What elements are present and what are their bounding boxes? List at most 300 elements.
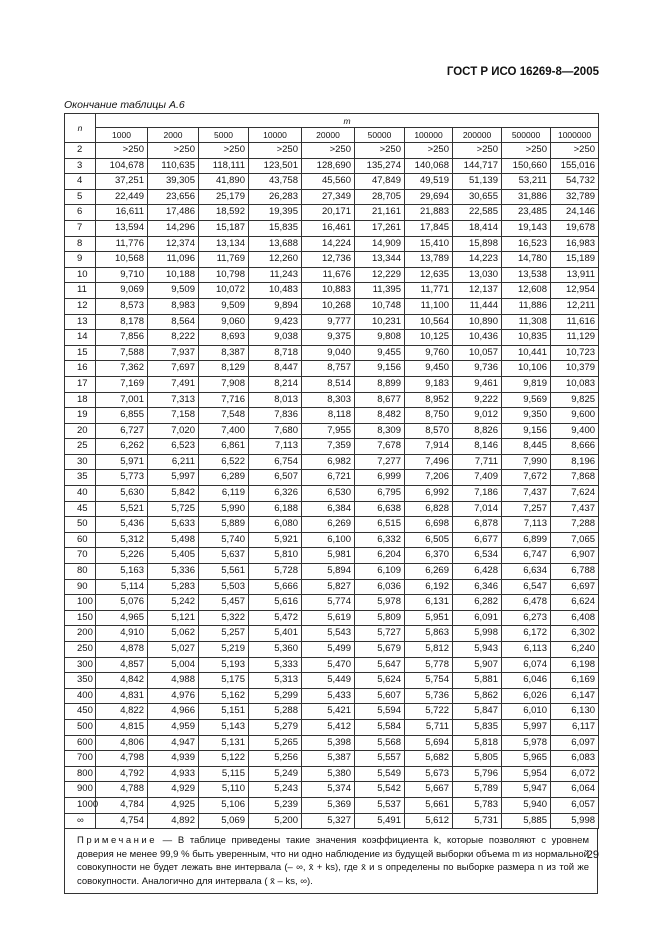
value-cell: 10,379 (551, 361, 599, 377)
value-cell: 6,754 (249, 454, 302, 470)
row-n-cell: 9 (65, 252, 96, 268)
value-cell: 4,788 (96, 782, 148, 798)
table-row (65, 392, 599, 408)
value-cell: 5,470 (302, 657, 355, 673)
value-cell: 8,514 (302, 376, 355, 392)
row-n-cell: 500 (65, 719, 96, 735)
value-cell: 8,693 (199, 330, 249, 346)
row-n-cell: 350 (65, 673, 96, 689)
value-cell: 7,711 (453, 454, 502, 470)
value-cell: 5,998 (453, 626, 502, 642)
value-cell: 6,091 (453, 610, 502, 626)
value-cell: 6,677 (453, 532, 502, 548)
value-cell: 8,899 (355, 376, 405, 392)
value-cell: 155,016 (551, 158, 599, 174)
row-n-cell: 40 (65, 486, 96, 502)
value-cell: 5,827 (302, 579, 355, 595)
value-cell: 14,223 (453, 252, 502, 268)
table-row (65, 751, 599, 767)
value-cell: 4,806 (96, 735, 148, 751)
row-n-cell: 400 (65, 688, 96, 704)
value-cell: 7,437 (551, 501, 599, 517)
value-cell: 9,038 (249, 330, 302, 346)
table-caption: Окончание таблицы А.6 (64, 99, 185, 111)
value-cell: 7,257 (502, 501, 551, 517)
column-header-m-200000: 200000 (453, 128, 502, 143)
value-cell: 11,096 (148, 252, 199, 268)
value-cell: 13,911 (551, 267, 599, 283)
value-cell: 5,812 (405, 642, 453, 658)
value-cell: 9,819 (502, 376, 551, 392)
value-cell: 5,279 (249, 719, 302, 735)
value-cell: 4,966 (148, 704, 199, 720)
m-column-group-header: m (96, 114, 599, 128)
value-cell: 6,057 (551, 797, 599, 813)
value-cell: 5,143 (199, 719, 249, 735)
value-cell: 11,676 (302, 267, 355, 283)
table-row (65, 486, 599, 502)
value-cell: 5,889 (199, 517, 249, 533)
value-cell: 16,983 (551, 236, 599, 252)
value-cell: 8,677 (355, 392, 405, 408)
value-cell: 4,988 (148, 673, 199, 689)
value-cell: 4,798 (96, 751, 148, 767)
value-cell: 5,907 (453, 657, 502, 673)
value-cell: 5,774 (302, 595, 355, 611)
value-cell: 5,954 (502, 766, 551, 782)
value-cell: 5,436 (96, 517, 148, 533)
value-cell: 8,570 (405, 423, 453, 439)
value-cell: 6,332 (355, 532, 405, 548)
value-cell: 5,336 (148, 564, 199, 580)
value-cell: 22,449 (96, 189, 148, 205)
value-cell: 4,910 (96, 626, 148, 642)
value-cell: 10,483 (249, 283, 302, 299)
value-cell: 5,783 (453, 797, 502, 813)
value-cell: 8,146 (453, 439, 502, 455)
value-cell: 18,592 (199, 205, 249, 221)
value-cell: 6,907 (551, 548, 599, 564)
value-cell: 6,982 (302, 454, 355, 470)
row-n-cell: 70 (65, 548, 96, 564)
table-row (65, 532, 599, 548)
value-cell: 6,999 (355, 470, 405, 486)
value-cell: 5,557 (355, 751, 405, 767)
row-n-cell: 450 (65, 704, 96, 720)
value-cell: >250 (355, 143, 405, 159)
value-cell: 9,736 (453, 361, 502, 377)
table-row (65, 470, 599, 486)
value-cell: 10,835 (502, 330, 551, 346)
value-cell: 5,647 (355, 657, 405, 673)
value-cell: 7,001 (96, 392, 148, 408)
column-header-m-20000: 20000 (302, 128, 355, 143)
table-row (65, 220, 599, 236)
value-cell: 51,139 (453, 174, 502, 190)
value-cell: 5,711 (405, 719, 453, 735)
value-cell: 6,036 (355, 579, 405, 595)
row-n-cell: 80 (65, 564, 96, 580)
value-cell: 5,151 (199, 704, 249, 720)
value-cell: 5,543 (302, 626, 355, 642)
column-header-m-2000: 2000 (148, 128, 199, 143)
value-cell: 6,522 (199, 454, 249, 470)
value-cell: 10,564 (405, 314, 453, 330)
value-cell: 9,012 (453, 408, 502, 424)
table-row (65, 657, 599, 673)
value-cell: 4,959 (148, 719, 199, 735)
value-cell: 23,656 (148, 189, 199, 205)
value-cell: 4,939 (148, 751, 199, 767)
value-cell: 13,538 (502, 267, 551, 283)
value-cell: 5,722 (405, 704, 453, 720)
value-cell: 5,694 (405, 735, 453, 751)
value-cell: 8,983 (148, 298, 199, 314)
value-cell: 5,728 (249, 564, 302, 580)
value-cell: 5,990 (199, 501, 249, 517)
value-cell: 15,187 (199, 220, 249, 236)
value-cell: 5,499 (302, 642, 355, 658)
value-cell: 140,068 (405, 158, 453, 174)
value-cell: 10,057 (453, 345, 502, 361)
value-cell: 6,130 (551, 704, 599, 720)
value-cell: 8,129 (199, 361, 249, 377)
value-cell: 6,204 (355, 548, 405, 564)
value-cell: 7,313 (148, 392, 199, 408)
value-cell: 11,308 (502, 314, 551, 330)
value-cell: 20,171 (302, 205, 355, 221)
value-cell: 7,409 (453, 470, 502, 486)
column-header-m-500000: 500000 (502, 128, 551, 143)
value-cell: 150,660 (502, 158, 551, 174)
value-cell: 5,682 (405, 751, 453, 767)
value-cell: 9,060 (199, 314, 249, 330)
value-cell: 7,624 (551, 486, 599, 502)
value-cell: 8,303 (302, 392, 355, 408)
value-cell: 11,395 (355, 283, 405, 299)
value-cell: 5,619 (302, 610, 355, 626)
row-n-cell: 700 (65, 751, 96, 767)
value-cell: 5,789 (453, 782, 502, 798)
value-cell: 10,125 (405, 330, 453, 346)
row-n-cell: ∞ (65, 813, 96, 829)
value-cell: 7,437 (502, 486, 551, 502)
value-cell: 5,998 (551, 813, 599, 829)
value-cell: 5,322 (199, 610, 249, 626)
row-n-cell: 6 (65, 205, 96, 221)
value-cell: 6,788 (551, 564, 599, 580)
value-cell: 17,845 (405, 220, 453, 236)
value-cell: 5,106 (199, 797, 249, 813)
row-n-cell: 17 (65, 376, 96, 392)
value-cell: 7,990 (502, 454, 551, 470)
value-cell: 6,507 (249, 470, 302, 486)
table-row (65, 782, 599, 798)
value-cell: 37,251 (96, 174, 148, 190)
table-row (65, 766, 599, 782)
value-cell: 41,890 (199, 174, 249, 190)
value-cell: 7,680 (249, 423, 302, 439)
column-header-m-100000: 100000 (405, 128, 453, 143)
value-cell: 5,249 (249, 766, 302, 782)
value-cell: 7,277 (355, 454, 405, 470)
table-note (64, 829, 598, 894)
row-n-cell: 600 (65, 735, 96, 751)
value-cell: 7,697 (148, 361, 199, 377)
value-cell: 5,243 (249, 782, 302, 798)
value-cell: 5,412 (302, 719, 355, 735)
value-cell: 12,736 (302, 252, 355, 268)
value-cell: 6,828 (405, 501, 453, 517)
value-cell: 5,498 (148, 532, 199, 548)
value-cell: 30,655 (453, 189, 502, 205)
value-cell: 5,257 (199, 626, 249, 642)
value-cell: 5,265 (249, 735, 302, 751)
value-cell: 10,106 (502, 361, 551, 377)
value-cell: 5,842 (148, 486, 199, 502)
value-cell: 19,678 (551, 220, 599, 236)
row-n-cell: 100 (65, 595, 96, 611)
value-cell: 8,222 (148, 330, 199, 346)
value-cell: 39,305 (148, 174, 199, 190)
value-cell: 10,568 (96, 252, 148, 268)
value-cell: 7,672 (502, 470, 551, 486)
value-cell: 6,172 (502, 626, 551, 642)
value-cell: 12,137 (453, 283, 502, 299)
value-cell: 5,612 (405, 813, 453, 829)
value-cell: >250 (453, 143, 502, 159)
value-cell: 4,878 (96, 642, 148, 658)
value-cell: 7,588 (96, 345, 148, 361)
value-cell: 12,954 (551, 283, 599, 299)
value-cell: 7,496 (405, 454, 453, 470)
value-cell: 9,040 (302, 345, 355, 361)
coefficient-table (64, 113, 599, 829)
value-cell: 5,607 (355, 688, 405, 704)
value-cell: 6,113 (502, 642, 551, 658)
value-cell: 11,100 (405, 298, 453, 314)
value-cell: 8,118 (302, 408, 355, 424)
value-cell: 5,947 (502, 782, 551, 798)
value-cell: 14,224 (302, 236, 355, 252)
table-row (65, 267, 599, 283)
table-row (65, 626, 599, 642)
value-cell: 7,400 (199, 423, 249, 439)
value-cell: 118,111 (199, 158, 249, 174)
value-cell: 9,808 (355, 330, 405, 346)
value-cell: 5,405 (148, 548, 199, 564)
value-cell: 4,822 (96, 704, 148, 720)
row-n-cell: 90 (65, 579, 96, 595)
value-cell: 5,256 (249, 751, 302, 767)
row-n-cell: 10 (65, 267, 96, 283)
value-cell: 6,747 (502, 548, 551, 564)
value-cell: 9,069 (96, 283, 148, 299)
value-cell: 6,992 (405, 486, 453, 502)
value-cell: 49,519 (405, 174, 453, 190)
value-cell: 11,616 (551, 314, 599, 330)
value-cell: 6,169 (551, 673, 599, 689)
value-cell: 4,965 (96, 610, 148, 626)
table-row (65, 688, 599, 704)
value-cell: 5,313 (249, 673, 302, 689)
value-cell: 5,369 (302, 797, 355, 813)
value-cell: 6,384 (302, 501, 355, 517)
value-cell: 7,836 (249, 408, 302, 424)
value-cell: 5,387 (302, 751, 355, 767)
value-cell: 5,835 (453, 719, 502, 735)
value-cell: 5,312 (96, 532, 148, 548)
value-cell: 8,387 (199, 345, 249, 361)
value-cell: 6,072 (551, 766, 599, 782)
value-cell: 5,731 (453, 813, 502, 829)
value-cell: 10,188 (148, 267, 199, 283)
value-cell: 128,690 (302, 158, 355, 174)
row-n-cell: 13 (65, 314, 96, 330)
value-cell: 5,175 (199, 673, 249, 689)
value-cell: 11,129 (551, 330, 599, 346)
value-cell: 14,780 (502, 252, 551, 268)
value-cell: 6,269 (405, 564, 453, 580)
value-cell: 15,410 (405, 236, 453, 252)
row-n-cell: 60 (65, 532, 96, 548)
value-cell: 9,509 (148, 283, 199, 299)
value-cell: 5,421 (302, 704, 355, 720)
table-row (65, 719, 599, 735)
table-row (65, 330, 599, 346)
row-n-cell: 1000 (65, 797, 96, 813)
value-cell: 6,530 (302, 486, 355, 502)
value-cell: 8,309 (355, 423, 405, 439)
value-cell: 11,769 (199, 252, 249, 268)
value-cell: 6,010 (502, 704, 551, 720)
value-cell: 14,909 (355, 236, 405, 252)
value-cell: 9,777 (302, 314, 355, 330)
value-cell: 13,789 (405, 252, 453, 268)
value-cell: >250 (302, 143, 355, 159)
value-cell: 5,380 (302, 766, 355, 782)
value-cell: 4,947 (148, 735, 199, 751)
value-cell: 47,849 (355, 174, 405, 190)
row-n-cell: 35 (65, 470, 96, 486)
value-cell: 5,594 (355, 704, 405, 720)
value-cell: 16,611 (96, 205, 148, 221)
value-cell: 4,784 (96, 797, 148, 813)
value-cell: 17,261 (355, 220, 405, 236)
value-cell: 9,350 (502, 408, 551, 424)
value-cell: 6,147 (551, 688, 599, 704)
value-cell: 7,288 (551, 517, 599, 533)
value-cell: 6,326 (249, 486, 302, 502)
row-n-cell: 8 (65, 236, 96, 252)
value-cell: 13,030 (453, 267, 502, 283)
value-cell: 5,971 (96, 454, 148, 470)
value-cell: 5,239 (249, 797, 302, 813)
value-cell: 5,616 (249, 595, 302, 611)
value-cell: 6,861 (199, 439, 249, 455)
value-cell: 6,074 (502, 657, 551, 673)
value-cell: 5,943 (453, 642, 502, 658)
value-cell: 9,569 (502, 392, 551, 408)
value-cell: 144,717 (453, 158, 502, 174)
row-n-cell: 5 (65, 189, 96, 205)
value-cell: 6,727 (96, 423, 148, 439)
value-cell: 5,163 (96, 564, 148, 580)
value-cell: 5,818 (453, 735, 502, 751)
value-cell: 7,113 (502, 517, 551, 533)
table-row (65, 143, 599, 159)
row-n-cell: 300 (65, 657, 96, 673)
table-row (65, 314, 599, 330)
value-cell: 6,698 (405, 517, 453, 533)
note-prefix: Примечание (77, 835, 157, 847)
value-cell: 6,697 (551, 579, 599, 595)
row-n-cell: 250 (65, 642, 96, 658)
value-cell: 12,374 (148, 236, 199, 252)
value-cell: 5,773 (96, 470, 148, 486)
value-cell: 8,445 (502, 439, 551, 455)
value-cell: 25,179 (199, 189, 249, 205)
value-cell: 6,097 (551, 735, 599, 751)
value-cell: 5,027 (148, 642, 199, 658)
value-cell: 5,283 (148, 579, 199, 595)
value-cell: 6,282 (453, 595, 502, 611)
value-cell: 15,898 (453, 236, 502, 252)
value-cell: 6,119 (199, 486, 249, 502)
value-cell: 5,110 (199, 782, 249, 798)
value-cell: 5,200 (249, 813, 302, 829)
value-cell: 7,158 (148, 408, 199, 424)
value-cell: 31,886 (502, 189, 551, 205)
value-cell: 7,359 (302, 439, 355, 455)
row-n-cell: 200 (65, 626, 96, 642)
value-cell: 14,296 (148, 220, 199, 236)
table-row (65, 252, 599, 268)
row-n-cell: 4 (65, 174, 96, 190)
value-cell: 7,914 (405, 439, 453, 455)
table-row (65, 797, 599, 813)
value-cell: 9,461 (453, 376, 502, 392)
value-cell: 5,847 (453, 704, 502, 720)
table-row (65, 610, 599, 626)
value-cell: 6,534 (453, 548, 502, 564)
value-cell: 5,457 (199, 595, 249, 611)
table-row (65, 361, 599, 377)
value-cell: 5,327 (302, 813, 355, 829)
value-cell: 8,196 (551, 454, 599, 470)
value-cell: 5,193 (199, 657, 249, 673)
value-cell: 10,436 (453, 330, 502, 346)
value-cell: 5,978 (355, 595, 405, 611)
value-cell: 6,408 (551, 610, 599, 626)
value-cell: 13,594 (96, 220, 148, 236)
value-cell: 5,288 (249, 704, 302, 720)
value-cell: 5,449 (302, 673, 355, 689)
value-cell: 5,661 (405, 797, 453, 813)
value-cell: 16,523 (502, 236, 551, 252)
row-n-cell: 15 (65, 345, 96, 361)
value-cell: 5,503 (199, 579, 249, 595)
value-cell: 4,929 (148, 782, 199, 798)
value-cell: 9,222 (453, 392, 502, 408)
table-row (65, 205, 599, 221)
value-cell: 4,815 (96, 719, 148, 735)
value-cell: 5,736 (405, 688, 453, 704)
value-cell: 5,561 (199, 564, 249, 580)
value-cell: 5,299 (249, 688, 302, 704)
value-cell: 6,289 (199, 470, 249, 486)
value-cell: 5,374 (302, 782, 355, 798)
